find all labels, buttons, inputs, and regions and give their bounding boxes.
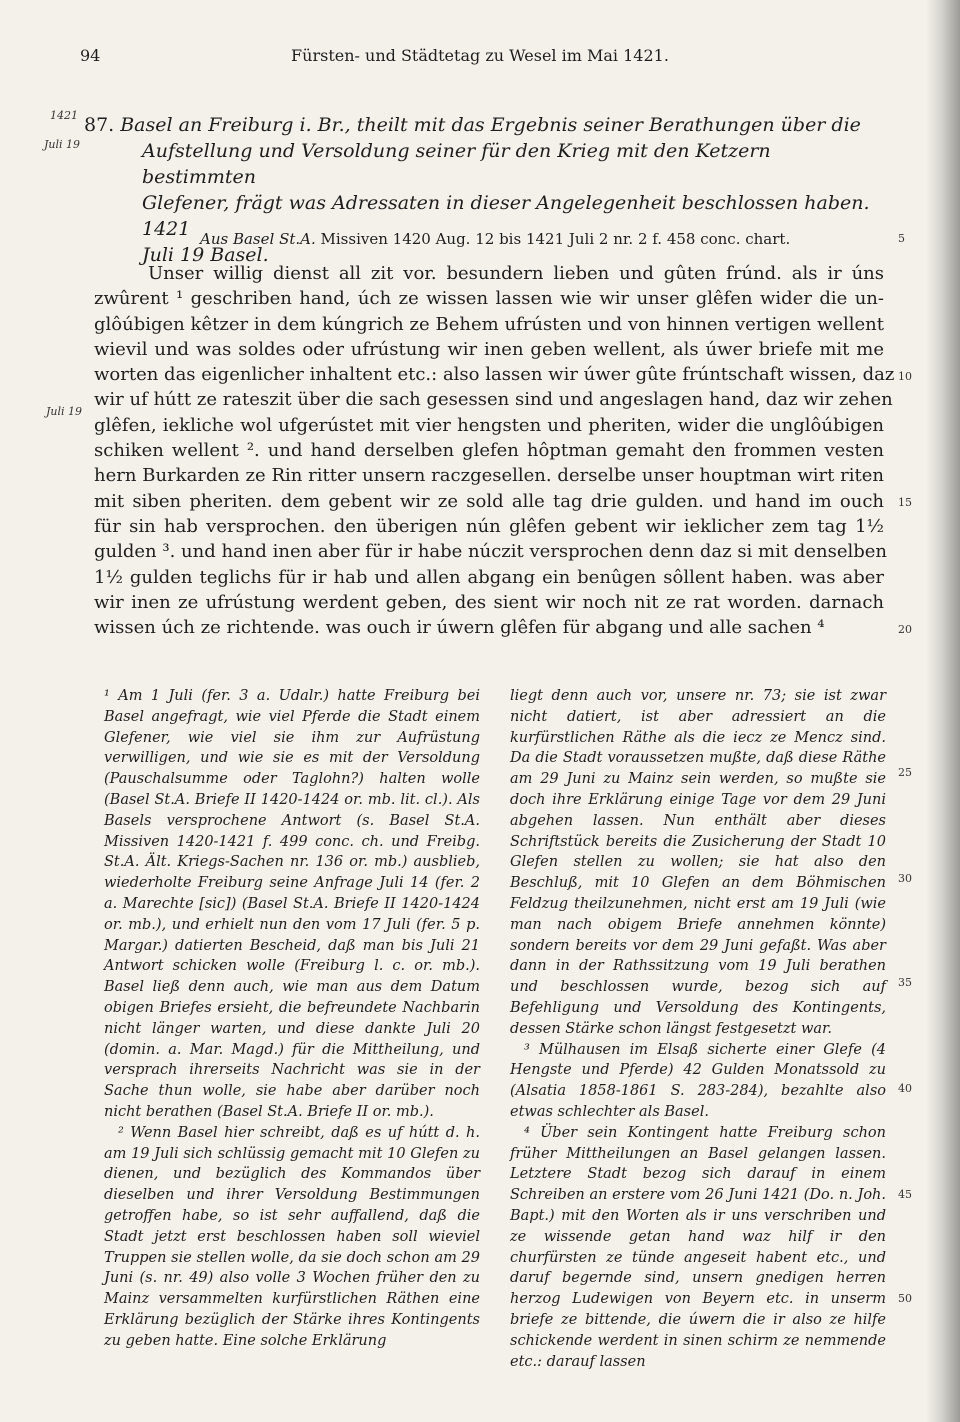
source-details: Missiven 1420 Aug. 12 bis 1421 Juli 2 nr. 2 f. 458 conc. chart. [315,230,791,248]
text-line: 1½ gulden teglichs für ir hab und allen abgang ein benûgen sôllent haben. was aber [94,566,884,588]
footnote: ² Wenn Basel hier schreibt, daß es uf hútt d. h. am 19 Juli sich schlüssig gemacht mit 10 Glefen zu dienen, und bezüglich des Kommandos über dieselben und ihrer Versoldung Bestimmungen getroffen habe, so ist sehr auffallend, daß die Stadt jetzt erst beschlossen haben soll wieviel Truppen sie stellen wolle, da sie doch schon am 29 Juni (s. nr. 49) also volle 3 Wochen früher den zu Mainz versammelten kurfürstlichen Räthen eine Erklärung bezüglich der Stärke ihres Kontingents zu geben hatte. Eine solche Erklärung [104,1124,480,1349]
footnote-continued: liegt denn auch vor, unsere nr. 73; sie ist zwar nicht datiert, ist aber adressiert an die kurfürstlichen Räthe als die iecz ze Mencz sind. Da die Stadt voraussetzen mußte, daß diese Räthe am 29 Juni zu Mainz sein werden, so mußte sie doch ihre Erklärung einige Tage vor dem 29 Juni abgehen lassen. Nun enthält aber dieses Schriftstück bereits die Zusicherung der Stadt 10 Glefen stellen zu wollen; sie hat also den Beschluß, mit 10 Glefen an dem Böhmischen Feldzug theilzunehmen, nicht erst am 19 Juli (wie man nach obigem Briefe annehmen könnte) sondern bereits vor dem 29 Juni gefaßt. Was aber dann in der Rathssitzung vom 19 Juli berathen und beschlossen wurde, bezog sich auf Befehligung und Versoldung des Kontingents, dessen Stärke schon längst festgesetzt war. [510,688,886,1037]
book-spine-shadow [926,0,960,1422]
regest-line: Juli 19 Basel. [142,244,269,266]
page-number: 94 [80,46,101,65]
text-line: wievil und was soldes oder ufrústung wir inen geben wellent, als úwer briefe mit me [94,338,884,360]
source-note [200,229,790,249]
line-number: 5 [898,232,905,245]
text-line: glôúbigen kêtzer in dem kúngrich ze Behem ufrústen und von hinnen vertigen wellent [94,313,884,335]
text-line: mit siben pheriten. dem gebent wir ze sold alle tag drie gulden. und hand im ouch [94,490,884,512]
regest-line: Aufstellung und Versoldung seiner für den Krieg mit den Ketzern bestimmten [142,140,771,188]
text-line: für sin hab versprochen. den überigen nún glêfen gebent wir ieklicher zem tag 1½ [94,515,884,537]
footnote: ¹ Am 1 Juli (fer. 3 a. Udalr.) hatte Freiburg bei Basel angefragt, wie viel Pferde die Stadt einem Glefener, wie viel sie ihm zur Aufrüstung verwilligen, und wie sie es mit der Versoldung (Pauschalsumme oder Taglohn?) halten wolle (Basel St.A. Briefe II 1420-1424 or. mb. lit. cl.). Als Basels versprochene Antwort (s. Basel St.A. Missiven 1420-1421 f. 499 conc. ch. und Freibg. St.A. Ält. Kriegs-Sachen nr. 136 or. mb.) ausblieb, wiederholte Freiburg seine Anfrage Juli 14 (fer. 2 a. Marechte [sic]) (Basel St.A. Briefe II 1420-1424 or. mb.), und erhielt nun den vom 17 Juli (fer. 5 p. Margar.) datierten Bescheid, daß man bis Juli 21 Antwort schicken wolle (Freiburg l. c. or. mb.). Basel ließ denn auch, wie man aus dem Datum obigen Briefes ersieht, die befreundete Nachbarin nicht länger warten, und diese dankte Juli 20 (domin. a. Mar. Magd.) für die Mittheilung, und versprach ihrerseits Nachricht was sie in der Sache thun wolle, sie habe aber darüber noch nicht berathen (Basel St.A. Briefe II or. mb.). [104,688,480,1120]
document-number: 87. [84,114,115,136]
regest-line: 87. Basel an Freiburg i. Br., theilt mit das Ergebnis seiner Berathungen über die [84,114,861,136]
margin-date-year: 1421 [50,109,78,122]
line-number: 25 [898,766,912,779]
footnotes-right-column [510,686,886,1372]
regest-line: Glefener, frägt was Adressaten in dieser Angelegenheit beschlossen haben. 1421 [142,192,870,240]
source-archive: Aus Basel St.A. [200,230,316,248]
line-number: 30 [898,872,912,885]
footnote: ³ Mülhausen im Elsaß sicherte einer Glefe (4 Hengste und Pferde) 42 Gulden Monatssold zu (Alsatia 1858-1861 S. 283-284), bezahlte also etwas schlechter als Basel. [510,1041,886,1120]
text-line: worten das eigenlicher inhaltent etc.: also lassen wir úwer gûte frúntschaft wissen, daz [94,364,895,386]
line-number: 45 [898,1188,912,1201]
text-line: zwûrent ¹ geschriben hand, úch ze wissen lassen wie wir unser glêfen wider die un- [94,288,884,310]
document-text [94,261,895,640]
footnote: ⁴ Über sein Kontingent hatte Freiburg schon früher Mittheilungen an Basel gelangen lassen. Letztere Stadt bezog sich darauf in einem Schreiben an erstere vom 26 Juni 1421 (Do. n. Joh. Bapt.) mit den Worten als ir uns verschriben und ze wissende getan hand waz hilf ir den churfürsten ze tünde angeseit habent etc., und daruf begernde sind, unsern gnedigen herren herzog Ludewigen von Beyern etc. in unserm briefe ze bittende, die úwern die ir also ze hilfe schickende werdent in sinen schirm ze nemmende etc.: darauf lassen [510,1124,886,1370]
text-line: hern Burkarden ze Rin ritter unsern raczgesellen. derselbe unser houptman wirt riten [94,465,884,487]
text-line: gulden ³. und hand inen aber für ir habe núczit versprochen denn daz si mit denselben [94,541,887,563]
line-number: 35 [898,976,912,989]
running-title: Fürsten- und Städtetag zu Wesel im Mai 1421. [291,46,669,65]
margin-date-text: Juli 19 [46,405,83,418]
footnotes-left-column [104,686,480,1352]
text-line: Unser willig dienst all zit vor. besundern lieben und gûten frúnd. als ir úns [148,263,884,284]
running-head [80,46,880,72]
margin-date-day: Juli 19 [44,138,81,151]
line-number: 50 [898,1292,912,1305]
line-number: 20 [898,623,912,636]
text-line: wir inen ze ufrústung werdent geben, des sient wir noch nit ze rat worden. darnach [94,591,884,613]
text-line: wir uf hútt ze rateszit über die sach gesessen sind und angeslagen hand, daz wir zehen [94,389,893,411]
line-number: 15 [898,496,912,509]
line-number: 10 [898,370,912,383]
text-line: schiken wellent ². und hand derselben glefen hôptman gemaht den frommen vesten [94,440,884,462]
text-line: wissen úch ze richtende. was ouch ir úwern glêfen für abgang und alle sachen ⁴ [94,617,825,639]
line-number: 40 [898,1082,912,1095]
text-line: glêfen, iekliche wol ufgerústet mit vier hengsten und pheriten, wider die unglôúbigen [94,414,884,436]
